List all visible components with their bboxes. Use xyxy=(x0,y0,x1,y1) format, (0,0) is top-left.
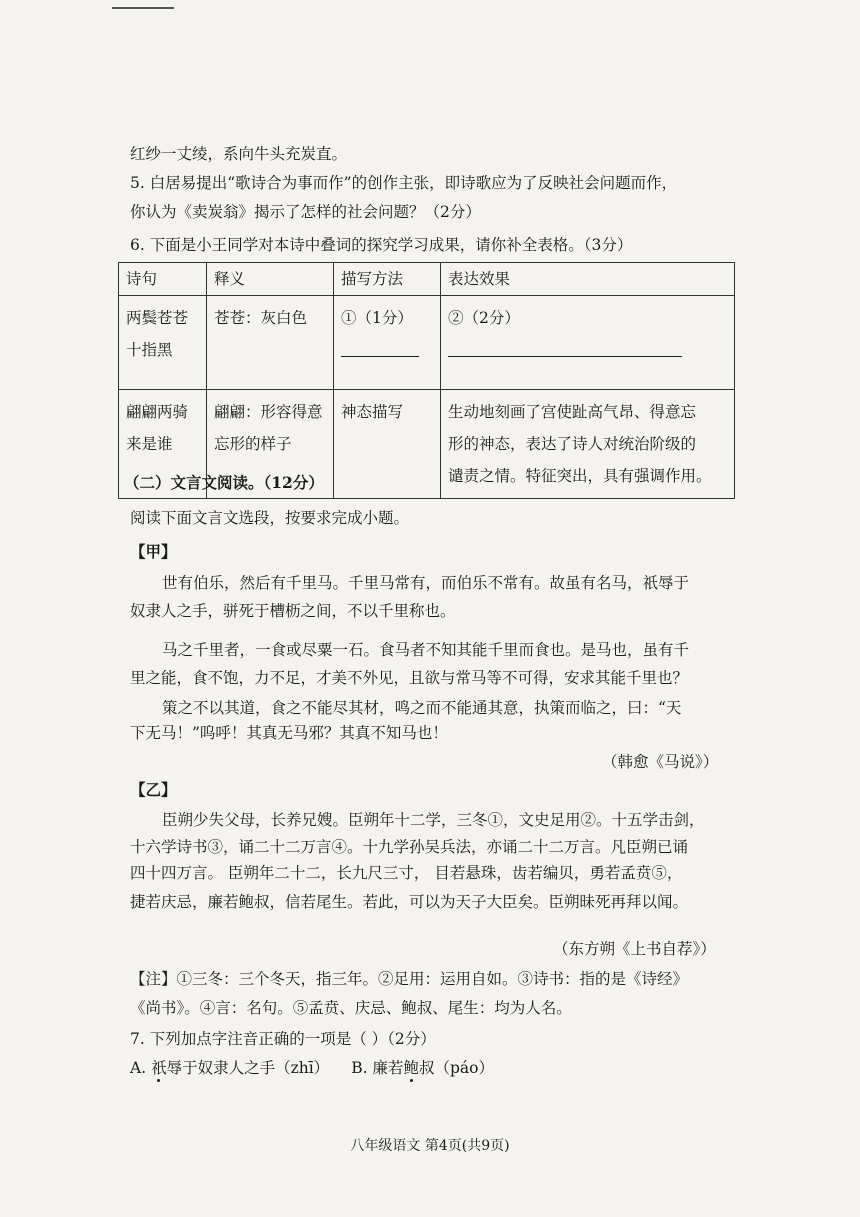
option-b-prefix: B. 廉若 xyxy=(351,1059,404,1077)
notes-line-2: 《尚书》。④言：名句。⑤孟贲、庆忌、鲍叔、尾生：均为人名。 xyxy=(130,999,572,1017)
row1-effect-cell xyxy=(441,296,735,390)
row1-poem-line-b: 十指黑 xyxy=(126,341,173,359)
option-b-dotted-char: 鲍 xyxy=(403,1059,419,1077)
question-5-line-2: 你认为《卖炭翁》揭示了怎样的社会问题？（2分） xyxy=(130,203,481,221)
passage-jia-line: 里之能，食不饱，力不足，才美不外见，且欲与常马等不可得，安求其能千里也？ xyxy=(130,669,689,687)
passage-jia-line: 下无马！”呜呼！其真无马邪？其真不知马也！ xyxy=(130,724,448,742)
row2-meaning-a: 翩翩：形容得意 xyxy=(214,403,323,421)
section-2-title: （二）文言文阅读。（12分） xyxy=(124,473,324,492)
notes-line-1: 【注】①三冬：三个冬天，指三年。②足用：运用自如。③诗书：指的是《诗经》 xyxy=(130,970,689,988)
passage-jia-label: 【甲】 xyxy=(130,542,177,561)
option-a-dotted-char: 祇 xyxy=(151,1059,167,1077)
header-poem-line: 诗句 xyxy=(119,263,207,296)
passage-jia-line: 世有伯乐，然后有千里马。千里马常有，而伯乐不常有。故虽有名马，祇辱于 xyxy=(162,574,690,592)
row1-meaning: 苍苍：灰白色 xyxy=(207,296,334,390)
question-7-options xyxy=(130,1057,494,1079)
row1-method-label: ①（1分） xyxy=(341,309,413,327)
poem-analysis-table xyxy=(118,262,735,499)
passage-yi-source: （东方朔《上书自荐》） xyxy=(553,940,716,958)
row2-poem-line-a: 翩翩两骑 xyxy=(126,403,189,421)
question-6: 6. 下面是小王同学对本诗中叠词的探究学习成果，请你补全表格。（3分） xyxy=(130,236,633,254)
passage-yi-line: 臣朔少失父母，长养兄嫂。臣朔年十二学，三冬①，文史足用②。十五学击剑， xyxy=(162,811,705,829)
row2-effect-a: 生动地刻画了宫使趾高气昂、得意忘 xyxy=(448,403,697,421)
row2-meaning-b: 忘形的样子 xyxy=(214,435,292,453)
row1-poem-line-a: 两鬓苍苍 xyxy=(126,309,189,327)
row2-method: 神态描写 xyxy=(334,390,441,499)
header-method: 描写方法 xyxy=(334,263,441,296)
row2-poem-line-b: 来是谁 xyxy=(126,435,173,453)
passage-yi-line: 四十四万言。 臣朔年二十二，长九尺三寸， 目若悬珠，齿若编贝，勇若孟贲⑤， xyxy=(130,864,683,882)
option-a-prefix: A. xyxy=(130,1059,152,1077)
question-5-line-1: 5. 白居易提出“歌诗合为事而作”的创作主张，即诗歌应为了反映社会问题而作， xyxy=(130,174,678,192)
row2-effect-c: 谴责之情。特征突出，具有强调作用。 xyxy=(448,467,712,485)
row2-effect-b: 形的神态，表达了诗人对统治阶级的 xyxy=(448,435,697,453)
top-rule xyxy=(112,7,174,9)
row1-method-cell xyxy=(334,296,441,390)
option-a-rest: 辱于奴隶人之手（zhī） xyxy=(166,1059,330,1077)
passage-jia-line: 奴隶人之手，骈死于槽枥之间，不以千里称也。 xyxy=(130,602,456,620)
passage-jia-line: 马之千里者，一食或尽粟一石。食马者不知其能千里而食也。是马也，虽有千 xyxy=(162,641,690,659)
row2-effect xyxy=(441,390,735,499)
passage-jia-source: （韩愈《马说》） xyxy=(602,753,719,771)
passage-yi-line: 捷若庆忌，廉若鲍叔，信若尾生。若此，可以为天子大臣矣。臣朔昧死再拜以闻。 xyxy=(130,893,689,911)
header-effect: 表达效果 xyxy=(441,263,735,296)
poem-last-line: 红纱一丈绫，系向牛头充炭直。 xyxy=(130,145,348,163)
table-header-row xyxy=(119,263,735,296)
answer-blank-2[interactable] xyxy=(448,352,682,357)
header-meaning: 释义 xyxy=(207,263,334,296)
question-7: 7. 下列加点字注音正确的一项是（ ）（2分） xyxy=(130,1030,436,1048)
section-2-instruction: 阅读下面文言文选段，按要求完成小题。 xyxy=(130,509,410,527)
row1-poem-line xyxy=(119,296,207,390)
answer-blank-1[interactable] xyxy=(341,352,419,357)
passage-yi-line: 十六学诗书③，诵二十二万言④。十九学孙吴兵法，亦诵二十二万言。凡臣朔已诵 xyxy=(130,838,689,856)
row1-effect-label: ②（2分） xyxy=(448,309,520,327)
page-footer: 八年级语文 第4页(共9页) xyxy=(350,1138,510,1154)
passage-yi-label: 【乙】 xyxy=(130,780,177,799)
passage-jia-line: 策之不以其道，食之不能尽其材，鸣之而不能通其意，执策而临之，曰：“天 xyxy=(162,699,682,717)
table-row xyxy=(119,296,735,390)
option-b-rest: 叔（páo） xyxy=(418,1059,494,1077)
